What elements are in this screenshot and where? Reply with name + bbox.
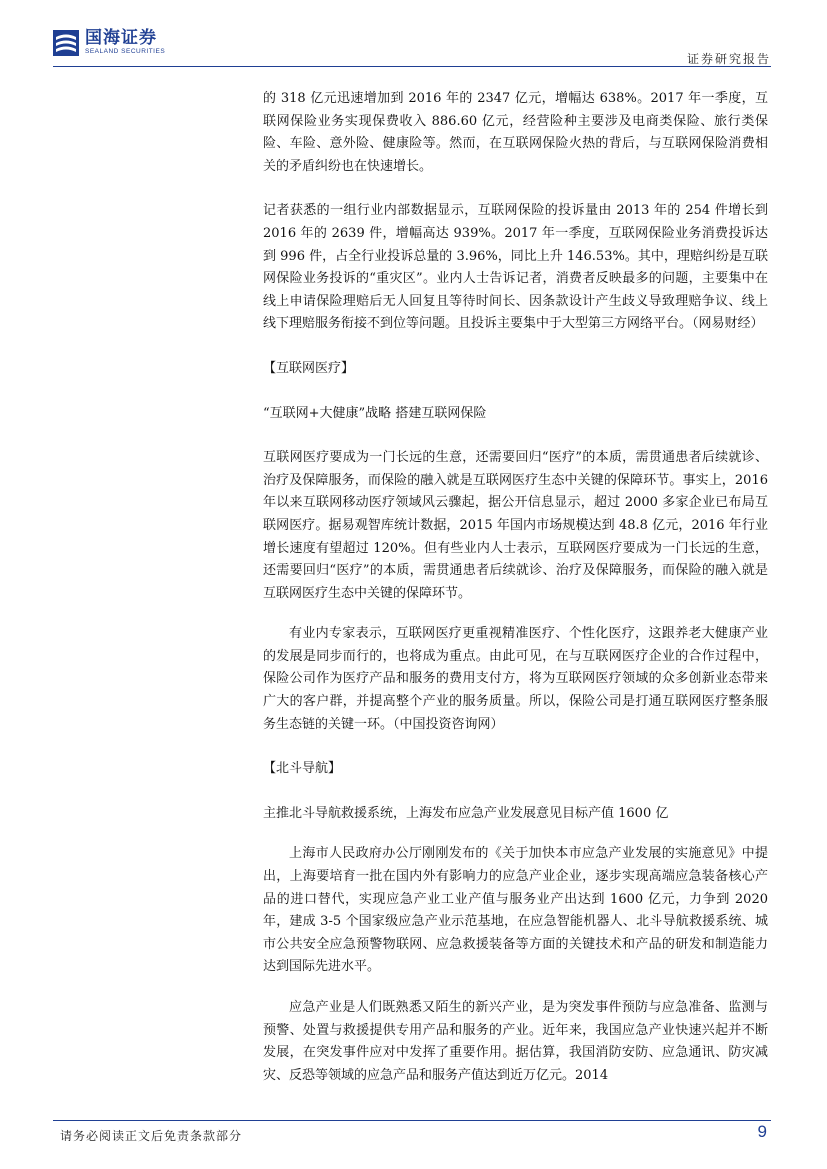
section-heading-internet-medical: 【互联网医疗】 — [263, 360, 355, 376]
paragraph-insurance-complaints: 记者获悉的一组行业内部数据显示，互联网保险的投诉量由 2013 年的 254 件增长到 2016 年的 2639 件，增幅高达 939%。2017 年一季度，互联网保险业务消费投诉达到 996 件，占全行业投诉总量的 3.96%，同比上升 146.53%。其中，理赔纠纷是互联网保险业务投诉的“重灾区”。业内人士告诉记者，消费者反映最多的问题，主要集中在线上申请保险理赔后无人回复且等待时间长、因条款设计产生歧义导致理赔争议、线上线下理赔服务衔接不到位等问题。且投诉主要集中于大型第三方网络平台。（网易财经） — [263, 203, 768, 332]
paragraph-shanghai-policy: 上海市人民政府办公厅刚刚发布的《关于加快本市应急产业发展的实施意见》中提出，上海要培育一批在国内外有影响力的应急产业企业，逐步实现高端应急装备核心产品的进口替代，实现应急产业工业产值与服务业产出达到 1600 亿元，力争到 2020 年，建成 3-5 个国家级应急产业示范基地，在应急智能机器人、北斗导航救援系统、城市公共安全应急预警物联网、应急救援装备等方面的关键技术和产品的研发和制造能力达到国际先进水平。 — [263, 846, 768, 975]
paragraph-medical-market: 互联网医疗要成为一门长远的生意，还需要回归“医疗”的本质，需贯通患者后续就诊、治疗及保障服务，而保险的融入就是互联网医疗生态中关键的保障环节。事实上，2016 年以来互联网移动医疗领域风云骤起，据公开信息显示，超过 2000 多家企业已布局互联网医疗。据易观智库统计数据，2015 年国内市场规模达到 48.8 亿元，2016 年行业增长速度有望超过 120%。但有些业内人士表示，互联网医疗要成为一门长远的生意，还需要回归“医疗”的本质，需贯通患者后续就诊、治疗及保障服务，而保险的融入就是互联网医疗生态中关键的保障环节。 — [263, 450, 768, 601]
company-logo — [53, 30, 165, 56]
page-header — [0, 0, 827, 68]
logo-english-name: SEALAND SECURITIES — [85, 48, 166, 56]
section-heading-beidou: 【北斗导航】 — [263, 761, 342, 777]
sealand-logo-icon — [53, 30, 79, 56]
disclaimer-note: 请务必阅读正文后免责条款部分 — [60, 1129, 243, 1143]
paragraph-expert-opinion: 有业内专家表示，互联网医疗更重视精准医疗、个性化医疗，这跟养老大健康产业的发展是同步而行的，也将成为重点。由此可见，在与互联网医疗企业的合作过程中，保险公司作为医疗产品和服务的费用支付方，将为互联网医疗领域的众多创新业态带来广大的客户群，并提高整个产业的服务质量。所以，保险公司是打通互联网医疗整条服务生态链的关键一环。（中国投资咨询网） — [263, 626, 768, 732]
paragraph-emergency-industry: 应急产业是人们既熟悉又陌生的新兴产业，是为突发事件预防与应急准备、监测与预警、处置与救援提供专用产品和服务的产业。近年来，我国应急产业快速兴起并不断发展，在突发事件应对中发挥了重要作用。据估算，我国消防安防、应急通讯、防灾减灾、反恐等领域的应急产品和服务产值达到近万亿元。2014 — [263, 1000, 768, 1083]
paragraph-insurance-growth: 的 318 亿元迅速增加到 2016 年的 2347 亿元，增幅达 638%。2017 年一季度，互联网保险业务实现保费收入 886.60 亿元，经营险种主要涉及电商类保险、旅行类保险、车险、意外险、健康险等。然而，在互联网保险火热的背后，与互联网保险消费相关的矛盾纠纷也在快速增长。 — [263, 91, 768, 174]
logo-chinese-name: 国海证券 — [85, 28, 157, 49]
page-number: 9 — [757, 1122, 767, 1141]
header-divider — [53, 66, 771, 67]
footer-divider — [53, 1120, 771, 1121]
report-type-label: 证券研究报告 — [686, 52, 771, 66]
report-body — [263, 88, 768, 1087]
subheading-beidou-rescue: 主推北斗导航救援系统，上海发布应急产业发展意见目标产值 1600 亿 — [263, 805, 669, 821]
subheading-health-strategy: “互联网+大健康”战略 搭建互联网保险 — [263, 405, 487, 421]
